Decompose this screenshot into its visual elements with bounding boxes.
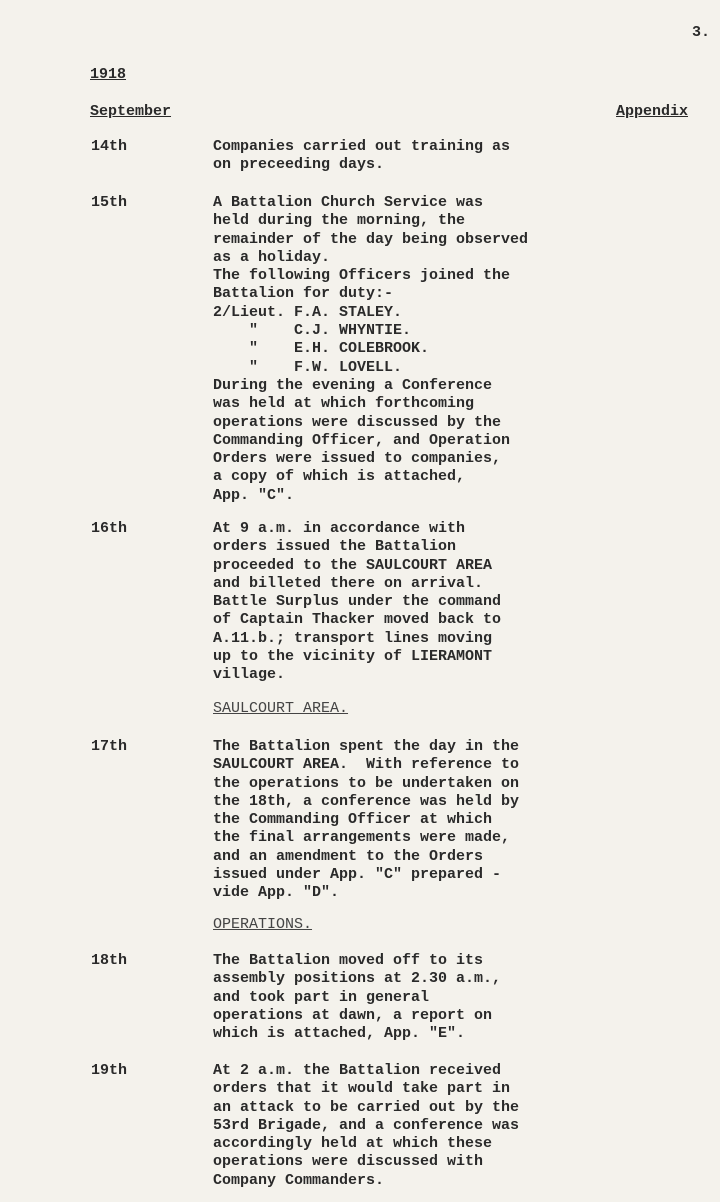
entry-text-19: At 2 a.m. the Battalion received orders that it would take part in an attack to be carried out by the 53rd Brigade, and a conference was accordingly held at which these operations were discussed with Company Commanders. bbox=[213, 1062, 520, 1189]
entry-date-18: 18th bbox=[91, 952, 128, 969]
entry-text-18: The Battalion moved off to its assembly positions at 2.30 a.m., and took part in general operations at dawn, a report on which is attached, App. "E". bbox=[213, 952, 502, 1043]
year-heading: 1918 bbox=[90, 66, 127, 83]
month-heading: September bbox=[90, 103, 172, 120]
appendix-heading: Appendix bbox=[616, 103, 689, 120]
entry-date-14: 14th bbox=[91, 138, 128, 155]
entry-text-16: At 9 a.m. in accordance with orders issued the Battalion proceeded to the SAULCOURT AREA and billeted there on arrival. Battle Surplus under the command of Captain Thacker moved back to A.11.b.; transport lines moving up to the vicinity of LIERAMONT village. bbox=[213, 520, 502, 684]
heading-saulcourt-area: SAULCOURT AREA. bbox=[213, 700, 349, 717]
entry-date-16: 16th bbox=[91, 520, 128, 537]
entry-text-15: A Battalion Church Service was held during the morning, the remainder of the day being observed as a holiday. The following Officers joined the Battalion for duty:- 2/Lieut. F.A. STALEY. " C.J. WHYNTIE. " E.H. COLEBROOK. " F.W. LOVELL. During the evening a Conference was held at which forthcoming operations were discussed by the Commanding Officer, and Operation Orders were issued to companies, a copy of which is attached, App. "C". bbox=[213, 194, 529, 504]
entry-text-14: Companies carried out training as on preceeding days. bbox=[213, 138, 511, 174]
entry-date-17: 17th bbox=[91, 738, 128, 755]
entry-date-19: 19th bbox=[91, 1062, 128, 1079]
heading-operations: OPERATIONS. bbox=[213, 916, 313, 933]
entry-text-17: The Battalion spent the day in the SAULCOURT AREA. With reference to the operations to be undertaken on the 18th, a conference was held by the Commanding Officer at which the final arrangements were made, and an amendment to the Orders issued under App. "C" prepared - vide App. "D". bbox=[213, 738, 520, 902]
entry-date-15: 15th bbox=[91, 194, 128, 211]
page-number: 3. bbox=[692, 24, 711, 41]
